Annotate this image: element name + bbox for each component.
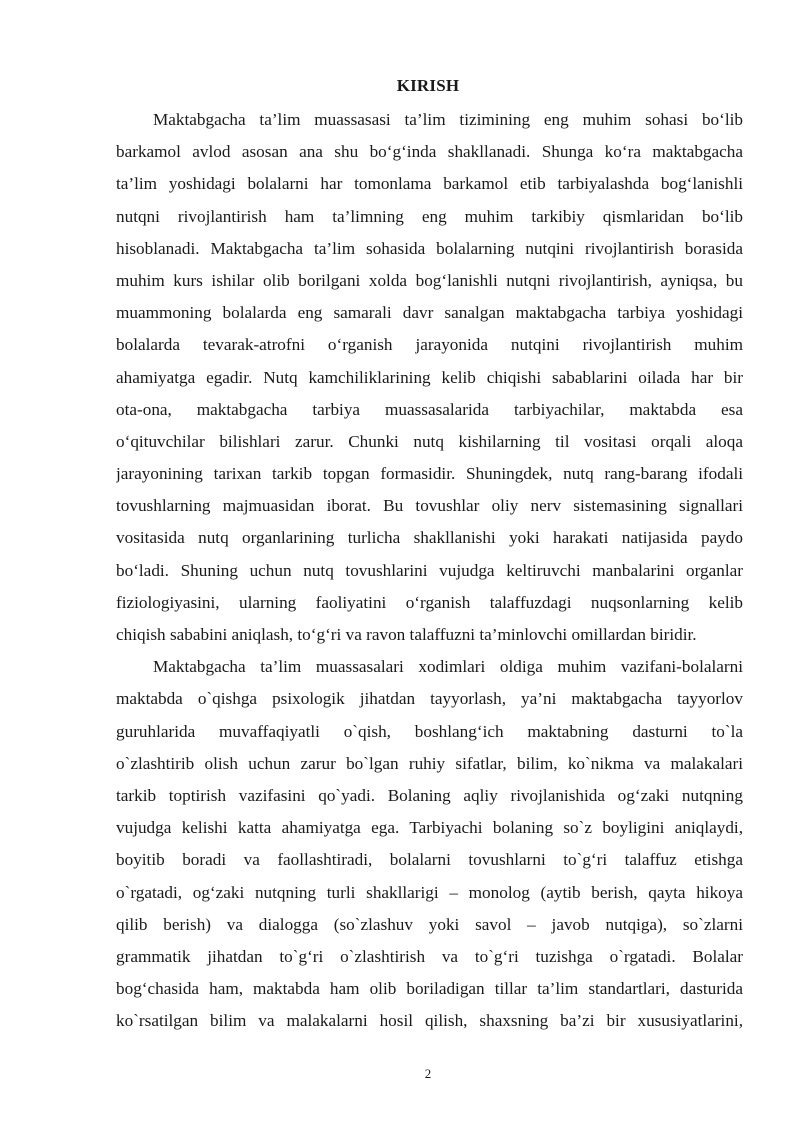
text-line: qilib berish) va dialogga (so`zlashuv yoki savol – javob nutqiga), so`zlarni [116, 914, 743, 934]
text-line: fiziologiyasini, ularning faoliyatini o‘rganish talaffuzdagi nuqsonlarning kelib [116, 592, 743, 612]
text-line: hisoblanadi. Maktabgacha ta’lim sohasida bolalarning nutqini rivojlantirish borasida [116, 238, 743, 258]
text-line: o`zlashtirib olish uchun zarur bo`lgan ruhiy sifatlar, bilim, ko`nikma va malakalari [116, 753, 743, 773]
text-line: barkamol avlod asosan ana shu bo‘g‘inda shakllanadi. Shunga ko‘ra maktabgacha [116, 142, 743, 162]
text-line: Maktabgacha ta’lim muassasasi ta’lim tizimining eng muhim sohasi bo‘lib [153, 110, 743, 129]
text-line: bo‘ladi. Shuning uchun nutq tovushlarini vujudga keltiruvchi manbalarini organlar [116, 560, 743, 580]
text-line: Maktabgacha ta’lim muassasalari xodimlari oldiga muhim vazifani-bolalarni [153, 657, 743, 677]
text-line: vujudga kelishi katta ahamiyatga ega. Tarbiyachi bolaning so`z boyligini aniqlaydi, [116, 818, 743, 838]
paragraph-2 [116, 651, 743, 1037]
document-body [116, 104, 743, 1037]
text-line: ahamiyatga egadir. Nutq kamchiliklarining kelib chiqishi sabablarini oilada har bir [116, 367, 743, 387]
text-line: jarayonining tarixan tarkib topgan formasidir. Shuningdek, nutq rang-barang ifodali [116, 464, 743, 484]
text-line: vositasida nutq organlarining turlicha shakllanishi yoki harakati natijasida paydo [116, 528, 743, 548]
text-line: bog‘chasida ham, maktabda ham olib boriladigan tillar ta’lim standartlari, dasturida [116, 979, 743, 999]
text-line: chiqish sababini aniqlash, to‘g‘ri va ravon talaffuzni ta’minlovchi omillardan biridir. [116, 625, 697, 644]
text-line: ta’lim yoshidagi bolalarni har tomonlama barkamol etib tarbiyalashda bog‘lanishli [116, 174, 743, 194]
text-line: o`rgatadi, og‘zaki nutqning turli shakllarigi – monolog (aytib berish, qayta hikoya [116, 882, 743, 902]
text-line: ko`rsatilgan bilim va malakalarni hosil qilish, shaxsning ba’zi bir xususiyatlarini, [116, 1011, 743, 1031]
text-line: tarkib toptirish vazifasini qo`yadi. Bolaning aqliy rivojlanishida og‘zaki nutqning [116, 785, 743, 805]
text-line: o‘qituvchilar bilishlari zarur. Chunki nutq kishilarning til vositasi orqali aloqa [116, 431, 743, 451]
page-number: 2 [424, 1066, 432, 1081]
text-line: bolalarda tevarak-atrofni o‘rganish jarayonida nutqini rivojlantirish muhim [116, 335, 743, 355]
text-line: ota-ona, maktabgacha tarbiya muassasalarida tarbiyachilar, maktabda esa [116, 399, 743, 419]
text-line: muhim kurs ishilar olib borilgani xolda bog‘lanishli nutqni rivojlantirish, ayniqsa, bu [116, 270, 743, 290]
text-line: muammoning bolalarda eng samarali davr sanalgan maktabgacha tarbiya yoshidagi [116, 303, 743, 323]
text-line: maktabda o`qishga psixologik jihatdan tayyorlash, ya’ni maktabgacha tayyorlov [116, 689, 743, 709]
text-line: boyitib boradi va faollashtiradi, bolalarni tovushlarni to`g‘ri talaffuz etishga [116, 850, 743, 870]
text-line: grammatik jihatdan to`g‘ri o`zlashtirish va to`g‘ri tuzishga o`rgatadi. Bolalar [116, 946, 743, 966]
text-line: guruhlarida muvaffaqiyatli o`qish, boshlang‘ich maktabning dasturni to`la [116, 721, 743, 741]
text-line: nutqni rivojlantirish ham ta’limning eng muhim tarkibiy qismlaridan bo‘lib [116, 206, 743, 226]
paragraph-1 [116, 104, 743, 651]
text-line: tovushlarning majmuasidan iborat. Bu tovushlar oliy nerv sistemasining signallari [116, 496, 743, 516]
page-title: KIRISH [396, 76, 460, 95]
